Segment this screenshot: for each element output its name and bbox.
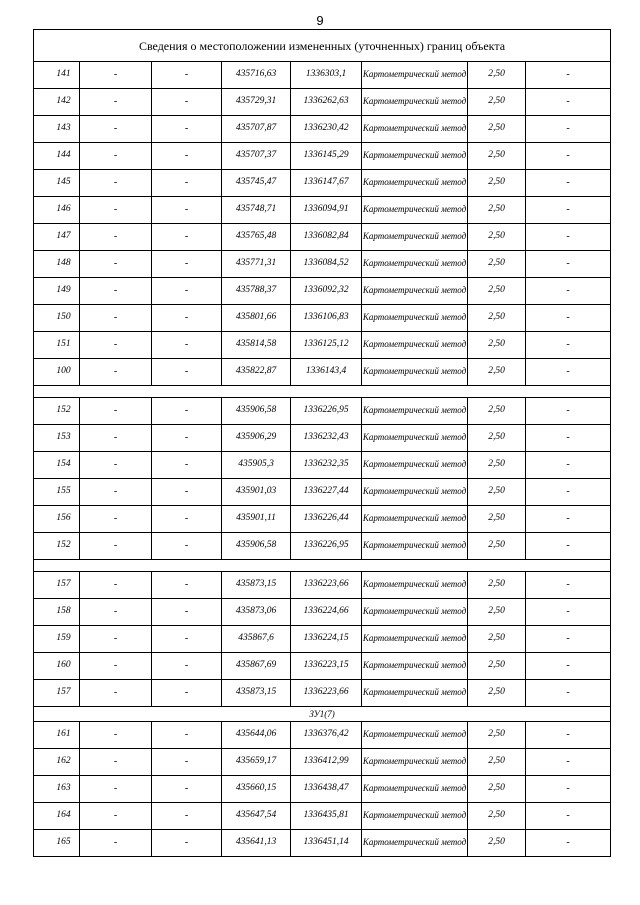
- method-cell: Картометрический метод: [362, 506, 468, 533]
- dash-cell: -: [526, 116, 611, 143]
- accuracy-cell: 2,50: [468, 803, 526, 830]
- table-row: [34, 251, 611, 278]
- method-cell: Картометрический метод: [362, 830, 468, 857]
- method-cell: Картометрический метод: [362, 251, 468, 278]
- point-number-cell: 151: [34, 332, 80, 359]
- dash-cell: -: [80, 197, 152, 224]
- dash-cell: -: [80, 776, 152, 803]
- dash-cell: -: [526, 722, 611, 749]
- accuracy-cell: 2,50: [468, 722, 526, 749]
- point-number-cell: 146: [34, 197, 80, 224]
- dash-cell: -: [80, 452, 152, 479]
- page-number: 9: [316, 13, 324, 28]
- y-coordinate-cell: 1336262,63: [291, 89, 362, 116]
- dash-cell: -: [80, 425, 152, 452]
- dash-cell: -: [526, 626, 611, 653]
- table-row: [34, 332, 611, 359]
- dash-cell: -: [152, 599, 222, 626]
- method-cell: Картометрический метод: [362, 359, 468, 386]
- x-coordinate-cell: 435906,29: [222, 425, 291, 452]
- method-cell: Картометрический метод: [362, 143, 468, 170]
- dash-cell: -: [152, 332, 222, 359]
- point-number-cell: 100: [34, 359, 80, 386]
- dash-cell: -: [80, 830, 152, 857]
- x-coordinate-cell: 435873,15: [222, 680, 291, 707]
- method-cell: Картометрический метод: [362, 452, 468, 479]
- accuracy-cell: 2,50: [468, 332, 526, 359]
- method-cell: Картометрический метод: [362, 749, 468, 776]
- method-cell: Картометрический метод: [362, 626, 468, 653]
- accuracy-cell: 2,50: [468, 170, 526, 197]
- dash-cell: -: [526, 680, 611, 707]
- accuracy-cell: 2,50: [468, 572, 526, 599]
- dash-cell: -: [80, 680, 152, 707]
- table-row: [34, 626, 611, 653]
- point-number-cell: 149: [34, 278, 80, 305]
- accuracy-cell: 2,50: [468, 533, 526, 560]
- y-coordinate-cell: 1336143,4: [291, 359, 362, 386]
- dash-cell: -: [80, 479, 152, 506]
- method-cell: Картометрический метод: [362, 533, 468, 560]
- x-coordinate-cell: 435707,37: [222, 143, 291, 170]
- dash-cell: -: [80, 332, 152, 359]
- point-number-cell: 148: [34, 251, 80, 278]
- accuracy-cell: 2,50: [468, 626, 526, 653]
- point-number-cell: 147: [34, 224, 80, 251]
- dash-cell: -: [152, 803, 222, 830]
- dash-cell: -: [80, 572, 152, 599]
- method-cell: Картометрический метод: [362, 572, 468, 599]
- table-title-row: [34, 30, 611, 62]
- point-number-cell: 155: [34, 479, 80, 506]
- dash-cell: -: [80, 749, 152, 776]
- method-cell: Картометрический метод: [362, 803, 468, 830]
- x-coordinate-cell: 435906,58: [222, 533, 291, 560]
- method-cell: Картометрический метод: [362, 116, 468, 143]
- dash-cell: -: [526, 830, 611, 857]
- table-row: [34, 776, 611, 803]
- dash-cell: -: [526, 452, 611, 479]
- table-row: [34, 359, 611, 386]
- table-row: [34, 599, 611, 626]
- dash-cell: -: [80, 305, 152, 332]
- dash-cell: -: [526, 278, 611, 305]
- dash-cell: -: [152, 479, 222, 506]
- point-number-cell: 144: [34, 143, 80, 170]
- y-coordinate-cell: 1336412,99: [291, 749, 362, 776]
- dash-cell: -: [80, 653, 152, 680]
- dash-cell: -: [80, 89, 152, 116]
- accuracy-cell: 2,50: [468, 251, 526, 278]
- dash-cell: -: [526, 599, 611, 626]
- point-number-cell: 159: [34, 626, 80, 653]
- dash-cell: -: [526, 749, 611, 776]
- point-number-cell: 150: [34, 305, 80, 332]
- dash-cell: -: [80, 803, 152, 830]
- dash-cell: -: [526, 572, 611, 599]
- y-coordinate-cell: 1336226,95: [291, 398, 362, 425]
- point-number-cell: 142: [34, 89, 80, 116]
- accuracy-cell: 2,50: [468, 452, 526, 479]
- dash-cell: -: [152, 572, 222, 599]
- table-row: [34, 572, 611, 599]
- point-number-cell: 161: [34, 722, 80, 749]
- x-coordinate-cell: 435716,63: [222, 62, 291, 89]
- x-coordinate-cell: 435822,87: [222, 359, 291, 386]
- x-coordinate-cell: 435801,66: [222, 305, 291, 332]
- dash-cell: -: [152, 359, 222, 386]
- method-cell: Картометрический метод: [362, 305, 468, 332]
- method-cell: Картометрический метод: [362, 653, 468, 680]
- boundary-coordinates-table: [33, 29, 611, 857]
- dash-cell: -: [526, 506, 611, 533]
- table-row: [34, 197, 611, 224]
- dash-cell: -: [80, 359, 152, 386]
- point-number-cell: 160: [34, 653, 80, 680]
- y-coordinate-cell: 1336147,67: [291, 170, 362, 197]
- x-coordinate-cell: 435814,58: [222, 332, 291, 359]
- separator-row: [34, 386, 611, 398]
- table-row: [34, 398, 611, 425]
- dash-cell: -: [152, 278, 222, 305]
- accuracy-cell: 2,50: [468, 224, 526, 251]
- method-cell: Картометрический метод: [362, 722, 468, 749]
- accuracy-cell: 2,50: [468, 506, 526, 533]
- point-number-cell: 164: [34, 803, 80, 830]
- point-number-cell: 157: [34, 680, 80, 707]
- x-coordinate-cell: 435765,48: [222, 224, 291, 251]
- accuracy-cell: 2,50: [468, 197, 526, 224]
- table-row: [34, 452, 611, 479]
- dash-cell: -: [80, 722, 152, 749]
- table-row: [34, 425, 611, 452]
- x-coordinate-cell: 435707,87: [222, 116, 291, 143]
- dash-cell: -: [152, 776, 222, 803]
- accuracy-cell: 2,50: [468, 116, 526, 143]
- separator-cell: [34, 560, 611, 572]
- x-coordinate-cell: 435873,06: [222, 599, 291, 626]
- dash-cell: -: [526, 224, 611, 251]
- x-coordinate-cell: 435644,06: [222, 722, 291, 749]
- y-coordinate-cell: 1336106,83: [291, 305, 362, 332]
- accuracy-cell: 2,50: [468, 278, 526, 305]
- table-row: [34, 830, 611, 857]
- table-row: [34, 722, 611, 749]
- table-row: [34, 89, 611, 116]
- y-coordinate-cell: 1336226,95: [291, 533, 362, 560]
- dash-cell: -: [80, 506, 152, 533]
- method-cell: Картометрический метод: [362, 278, 468, 305]
- x-coordinate-cell: 435905,3: [222, 452, 291, 479]
- point-number-cell: 165: [34, 830, 80, 857]
- point-number-cell: 162: [34, 749, 80, 776]
- method-cell: Картометрический метод: [362, 479, 468, 506]
- dash-cell: -: [152, 251, 222, 278]
- dash-cell: -: [152, 170, 222, 197]
- accuracy-cell: 2,50: [468, 680, 526, 707]
- y-coordinate-cell: 1336232,35: [291, 452, 362, 479]
- x-coordinate-cell: 435867,6: [222, 626, 291, 653]
- dash-cell: -: [152, 830, 222, 857]
- dash-cell: -: [152, 680, 222, 707]
- point-number-cell: 152: [34, 533, 80, 560]
- method-cell: Картометрический метод: [362, 224, 468, 251]
- dash-cell: -: [526, 197, 611, 224]
- table-row: [34, 803, 611, 830]
- point-number-cell: 152: [34, 398, 80, 425]
- dash-cell: -: [526, 533, 611, 560]
- y-coordinate-cell: 1336223,66: [291, 572, 362, 599]
- dash-cell: -: [152, 398, 222, 425]
- y-coordinate-cell: 1336092,32: [291, 278, 362, 305]
- dash-cell: -: [152, 305, 222, 332]
- accuracy-cell: 2,50: [468, 830, 526, 857]
- x-coordinate-cell: 435906,58: [222, 398, 291, 425]
- accuracy-cell: 2,50: [468, 776, 526, 803]
- y-coordinate-cell: 1336094,91: [291, 197, 362, 224]
- dash-cell: -: [526, 251, 611, 278]
- table-row: [34, 116, 611, 143]
- x-coordinate-cell: 435901,03: [222, 479, 291, 506]
- method-cell: Картометрический метод: [362, 332, 468, 359]
- dash-cell: -: [152, 749, 222, 776]
- y-coordinate-cell: 1336438,47: [291, 776, 362, 803]
- accuracy-cell: 2,50: [468, 359, 526, 386]
- accuracy-cell: 2,50: [468, 653, 526, 680]
- y-coordinate-cell: 1336230,42: [291, 116, 362, 143]
- dash-cell: -: [80, 224, 152, 251]
- x-coordinate-cell: 435641,13: [222, 830, 291, 857]
- dash-cell: -: [80, 116, 152, 143]
- dash-cell: -: [526, 332, 611, 359]
- separator-cell: [34, 386, 611, 398]
- dash-cell: -: [80, 398, 152, 425]
- dash-cell: -: [526, 359, 611, 386]
- dash-cell: -: [80, 170, 152, 197]
- point-number-cell: 156: [34, 506, 80, 533]
- point-number-cell: 153: [34, 425, 80, 452]
- section-label: ЗУ1(7): [34, 707, 611, 722]
- x-coordinate-cell: 435659,17: [222, 749, 291, 776]
- dash-cell: -: [526, 425, 611, 452]
- dash-cell: -: [526, 89, 611, 116]
- point-number-cell: 145: [34, 170, 80, 197]
- dash-cell: -: [152, 626, 222, 653]
- point-number-cell: 157: [34, 572, 80, 599]
- dash-cell: -: [152, 89, 222, 116]
- x-coordinate-cell: 435788,37: [222, 278, 291, 305]
- dash-cell: -: [80, 533, 152, 560]
- dash-cell: -: [152, 533, 222, 560]
- method-cell: Картометрический метод: [362, 425, 468, 452]
- y-coordinate-cell: 1336451,14: [291, 830, 362, 857]
- dash-cell: -: [152, 653, 222, 680]
- accuracy-cell: 2,50: [468, 62, 526, 89]
- accuracy-cell: 2,50: [468, 749, 526, 776]
- table-row: [34, 278, 611, 305]
- dash-cell: -: [80, 278, 152, 305]
- table-row: [34, 680, 611, 707]
- x-coordinate-cell: 435771,31: [222, 251, 291, 278]
- x-coordinate-cell: 435867,69: [222, 653, 291, 680]
- table-row: [34, 533, 611, 560]
- method-cell: Картометрический метод: [362, 89, 468, 116]
- dash-cell: -: [526, 653, 611, 680]
- dash-cell: -: [526, 62, 611, 89]
- table-row: [34, 170, 611, 197]
- method-cell: Картометрический метод: [362, 197, 468, 224]
- table-row: [34, 749, 611, 776]
- y-coordinate-cell: 1336227,44: [291, 479, 362, 506]
- dash-cell: -: [526, 803, 611, 830]
- dash-cell: -: [80, 62, 152, 89]
- y-coordinate-cell: 1336223,15: [291, 653, 362, 680]
- dash-cell: -: [526, 170, 611, 197]
- dash-cell: -: [526, 776, 611, 803]
- table-row: [34, 224, 611, 251]
- dash-cell: -: [526, 398, 611, 425]
- section-label-row: [34, 707, 611, 722]
- point-number-cell: 141: [34, 62, 80, 89]
- point-number-cell: 154: [34, 452, 80, 479]
- x-coordinate-cell: 435901,11: [222, 506, 291, 533]
- dash-cell: -: [152, 197, 222, 224]
- method-cell: Картометрический метод: [362, 170, 468, 197]
- method-cell: Картометрический метод: [362, 599, 468, 626]
- x-coordinate-cell: 435745,47: [222, 170, 291, 197]
- accuracy-cell: 2,50: [468, 305, 526, 332]
- method-cell: Картометрический метод: [362, 776, 468, 803]
- dash-cell: -: [80, 599, 152, 626]
- y-coordinate-cell: 1336082,84: [291, 224, 362, 251]
- dash-cell: -: [152, 143, 222, 170]
- dash-cell: -: [80, 626, 152, 653]
- point-number-cell: 158: [34, 599, 80, 626]
- y-coordinate-cell: 1336084,52: [291, 251, 362, 278]
- accuracy-cell: 2,50: [468, 599, 526, 626]
- y-coordinate-cell: 1336226,44: [291, 506, 362, 533]
- dash-cell: -: [526, 479, 611, 506]
- y-coordinate-cell: 1336303,1: [291, 62, 362, 89]
- table-row: [34, 506, 611, 533]
- y-coordinate-cell: 1336224,66: [291, 599, 362, 626]
- dash-cell: -: [152, 62, 222, 89]
- accuracy-cell: 2,50: [468, 89, 526, 116]
- accuracy-cell: 2,50: [468, 143, 526, 170]
- table-row: [34, 305, 611, 332]
- dash-cell: -: [526, 143, 611, 170]
- table-title: Сведения о местоположении измененных (уточненных) границ объекта: [34, 30, 611, 62]
- method-cell: Картометрический метод: [362, 62, 468, 89]
- y-coordinate-cell: 1336145,29: [291, 143, 362, 170]
- y-coordinate-cell: 1336125,12: [291, 332, 362, 359]
- y-coordinate-cell: 1336223,66: [291, 680, 362, 707]
- table-row: [34, 479, 611, 506]
- y-coordinate-cell: 1336435,81: [291, 803, 362, 830]
- accuracy-cell: 2,50: [468, 479, 526, 506]
- x-coordinate-cell: 435748,71: [222, 197, 291, 224]
- dash-cell: -: [152, 506, 222, 533]
- x-coordinate-cell: 435647,54: [222, 803, 291, 830]
- dash-cell: -: [80, 143, 152, 170]
- dash-cell: -: [152, 425, 222, 452]
- method-cell: Картометрический метод: [362, 398, 468, 425]
- y-coordinate-cell: 1336376,42: [291, 722, 362, 749]
- x-coordinate-cell: 435729,31: [222, 89, 291, 116]
- x-coordinate-cell: 435660,15: [222, 776, 291, 803]
- point-number-cell: 163: [34, 776, 80, 803]
- point-number-cell: 143: [34, 116, 80, 143]
- y-coordinate-cell: 1336232,43: [291, 425, 362, 452]
- dash-cell: -: [152, 722, 222, 749]
- y-coordinate-cell: 1336224,15: [291, 626, 362, 653]
- dash-cell: -: [152, 452, 222, 479]
- accuracy-cell: 2,50: [468, 398, 526, 425]
- dash-cell: -: [152, 224, 222, 251]
- dash-cell: -: [526, 305, 611, 332]
- table-row: [34, 653, 611, 680]
- table-row: [34, 143, 611, 170]
- x-coordinate-cell: 435873,15: [222, 572, 291, 599]
- table-row: [34, 62, 611, 89]
- method-cell: Картометрический метод: [362, 680, 468, 707]
- dash-cell: -: [80, 251, 152, 278]
- accuracy-cell: 2,50: [468, 425, 526, 452]
- dash-cell: -: [152, 116, 222, 143]
- separator-row: [34, 560, 611, 572]
